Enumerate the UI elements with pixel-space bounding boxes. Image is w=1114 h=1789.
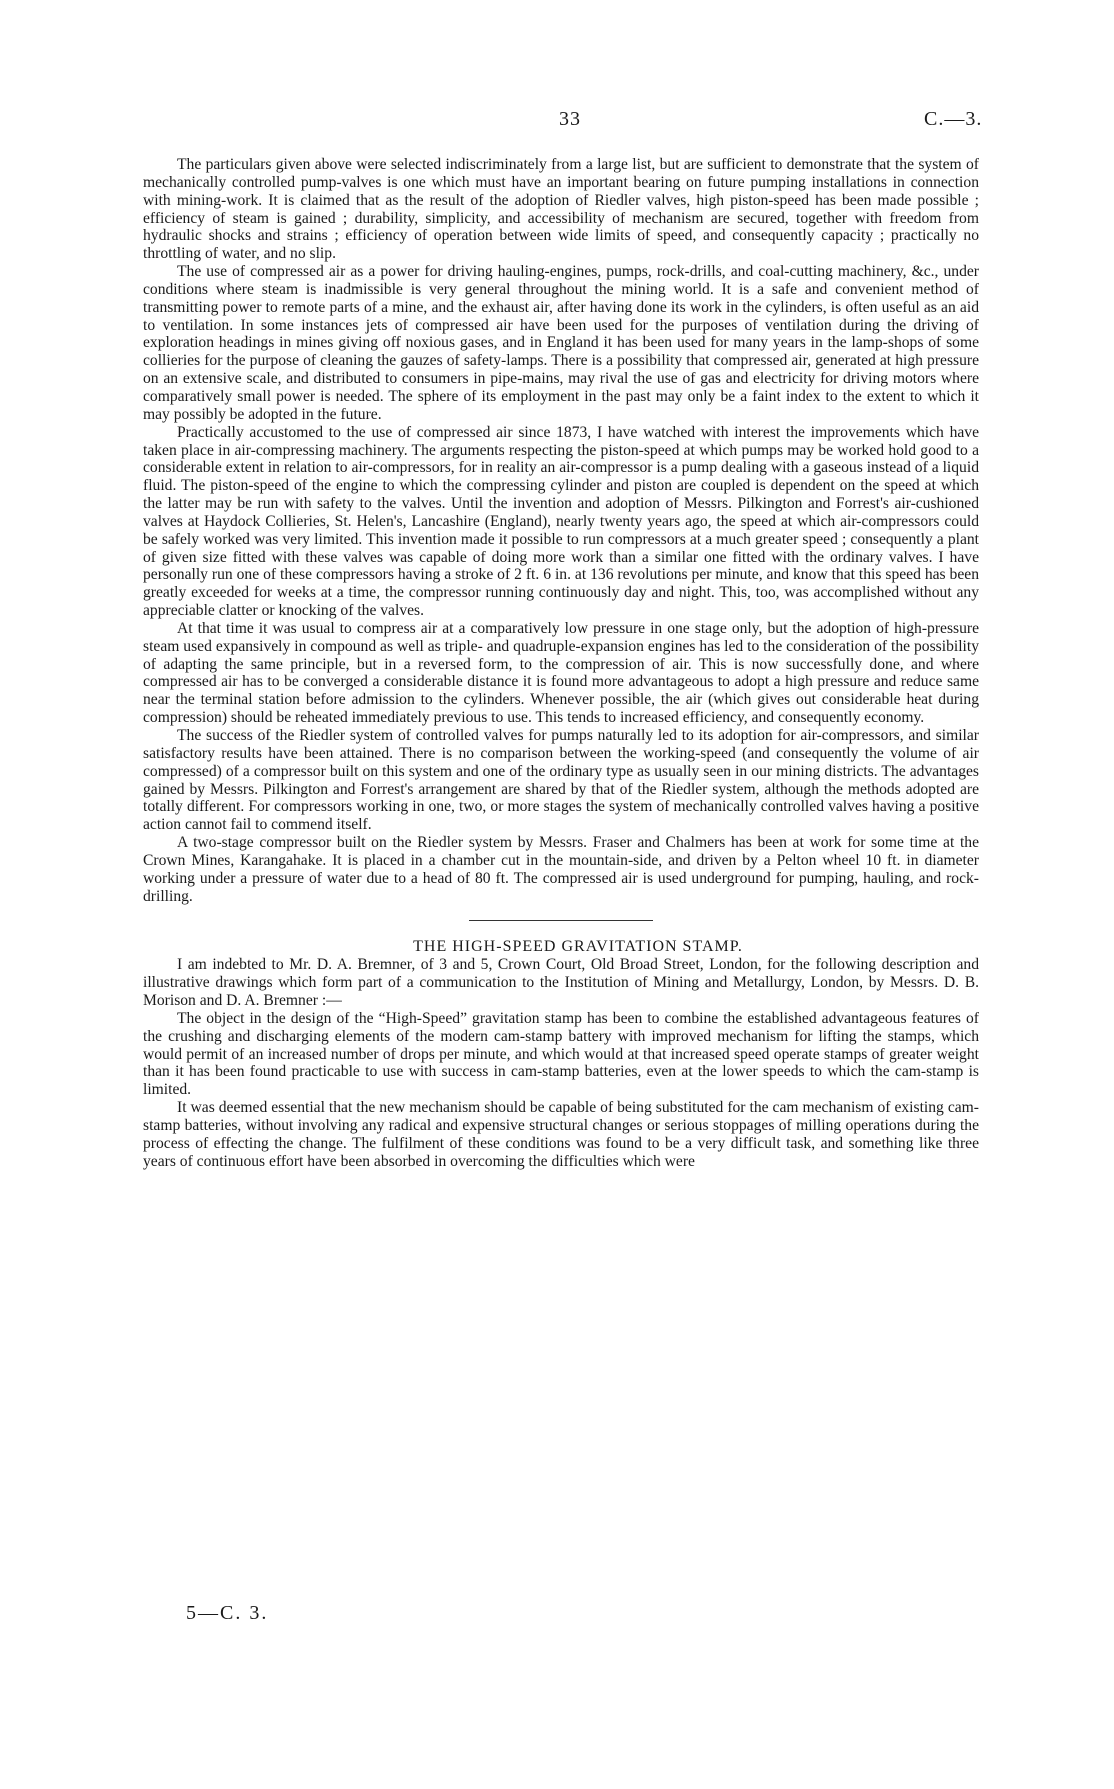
paragraph: I am indebted to Mr. D. A. Bremner, of 3 and 5, Crown Court, Old Broad Street, London, for the following description and illustrative drawings which form part of a communication to the Institution of Mining and Metallurgy, London, by Messrs. D. B. Morison and D. A. Bremner :— xyxy=(143,956,979,1009)
body-text xyxy=(143,156,979,1170)
signature-mark: 5—C. 3. xyxy=(186,1602,269,1624)
section-heading: THE HIGH-SPEED GRAVITATION STAMP. xyxy=(413,938,743,956)
paragraph: At that time it was usual to compress air at a comparatively low pressure in one stage only, but the adoption of high-pressure steam used expansively in compound as well as triple- and quadruple-expansion engines has led to the consideration of the possibility of adapting the same principle, but in a reversed form, to the compression of air. This is now successfully done, and where compressed air has to be converged a considerable distance it is found more advantageous to adopt a high pressure and reduce same near the terminal station before admission to the cylinders. Whenever possible, the air (which gives out considerable heat during compression) should be reheated immediately previous to use. This tends to increased efficiency, and consequently economy. xyxy=(143,619,979,727)
paragraph: The object in the design of the “High-Speed” gravitation stamp has been to combine the established advantageous features of the crushing and discharging elements of the modern cam-stamp battery with improved mechanism for lifting the stamps, which would permit of an increased number of drops per minute, and which would at that increased speed operate stamps of greater weight than it has been found practicable to use with success in cam-stamp batteries, even at the lower speeds to which the cam-stamp is limited. xyxy=(143,1009,979,1099)
document-reference: C.—3. xyxy=(924,108,983,130)
paragraph: The use of compressed air as a power for driving hauling-engines, pumps, rock-drills, and coal-cutting machinery, &c., under conditions where steam is inadmissible is very general throughout the mining world. It is a safe and convenient method of transmitting power to remote parts of a mine, and the exhaust air, after having done its work in the cylinders, is often useful as an aid to ventilation. In some instances jets of compressed air have been used for the purposes of ventilation during the driving of exploration headings in mines giving off noxious gases, and in England it has been used for many years in the lamp-shops of some collieries for the purpose of cleaning the gauzes of safety-lamps. There is a possibility that compressed air, generated at high pressure on an extensive scale, and distributed to consumers in pipe-mains, may rival the use of gas and electricity for driving motors where comparatively small power is needed. The sphere of its employment in the past may only be a faint index to the extent to which it may possibly be adopted in the future. xyxy=(143,263,979,423)
paragraph: It was deemed essential that the new mechanism should be capable of being substituted for the cam mechanism of existing cam-stamp batteries, without involving any radical and expensive structural changes or serious stoppages of milling operations during the process of effecting the change. The fulfilment of these conditions was found to be a very difficult task, and something like three years of continuous effort have been absorbed in overcoming the difficulties which were xyxy=(143,1099,979,1170)
paragraph: The particulars given above were selected indiscriminately from a large list, but are sufficient to demonstrate that the system of mechanically controlled pump-valves is one which must have an important bearing on future pumping installations in connection with mining-work. It is claimed that as the result of the adoption of Riedler valves, high piston-speed has been made possible ; efficiency of steam is gained ; durability, simplicity, and accessibility of mechanism are secured, together with freedom from hydraulic shocks and strains ; efficiency of operation between wide limits of speed, and consequently capacity ; practically no throttling of water, and no slip. xyxy=(143,156,979,263)
section-divider xyxy=(469,920,653,921)
page-header xyxy=(0,108,1114,138)
paragraph: The success of the Riedler system of controlled valves for pumps naturally led to its adoption for air-compressors, and similar satisfactory results have been attained. There is no comparison between the working-speed (and consequently the volume of air compressed) of a compressor built on this system and one of the ordinary type as usually seen in our mining districts. The advantages gained by Messrs. Pilkington and Forrest's arrangement are shared by that of the Riedler system, although the methods adopted are totally different. For compressors working in one, two, or more stages the system of mechanically controlled valves having a positive action cannot fail to commend itself. xyxy=(143,727,979,834)
page-number: 33 xyxy=(559,108,581,130)
paragraph: A two-stage compressor built on the Riedler system by Messrs. Fraser and Chalmers has been at work for some time at the Crown Mines, Karangahake. It is placed in a chamber cut in the mountain-side, and driven by a Pelton wheel 10 ft. in diameter working under a pressure of water due to a head of 80 ft. The compressed air is used underground for pumping, hauling, and rock-drilling. xyxy=(143,834,979,905)
paragraph: Practically accustomed to the use of compressed air since 1873, I have watched with interest the improvements which have taken place in air-compressing machinery. The arguments respecting the piston-speed at which pumps may be worked hold good to a considerable extent in relation to air-compressors, for in reality an air-compressor is a pump dealing with a gaseous instead of a liquid fluid. The piston-speed of the engine to which the compressing cylinder and piston are coupled is dependent on the speed at which the latter may be run with safety to the valves. Until the invention and adoption of Messrs. Pilkington and Forrest's air-cushioned valves at Haydock Collieries, St. Helen's, Lancashire (England), nearly twenty years ago, the speed at which air-compressors could be safely worked was very limited. This invention made it possible to run compressors at a much greater speed ; consequently a plant of given size fitted with these valves was capable of doing more work than a similar one fitted with the ordinary valves. I have personally run one of these compressors having a stroke of 2 ft. 6 in. at 136 revolutions per minute, and know that this speed has been greatly exceeded for weeks at a time, the compressor running continuously day and night. This, too, was accomplished without any appreciable clatter or knocking of the valves. xyxy=(143,423,979,620)
